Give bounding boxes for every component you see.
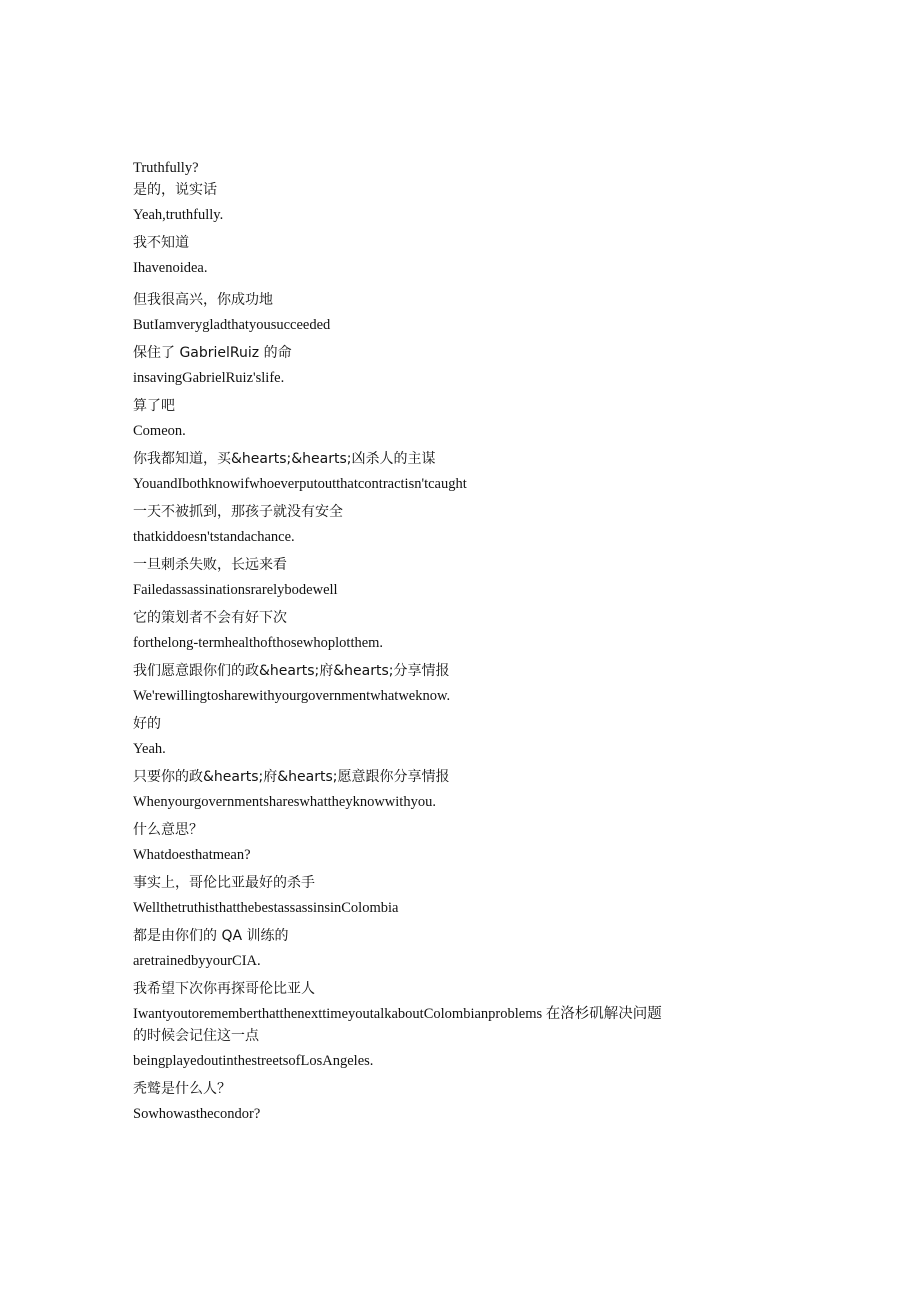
text-line-zh: 什么意思？ (133, 822, 203, 838)
text-line-en: forthelong-termhealthofthosewhoplotthem. (133, 635, 384, 651)
text-line-en: Comeon. (133, 423, 186, 439)
text-line-zh: 好的 (133, 716, 161, 732)
text-line-zh: 我希望下次你再探哥伦比亚人 (133, 981, 315, 997)
text-line-en: aretrainedbyyourCIA. (133, 953, 261, 969)
text-line-zh: 算了吧 (133, 398, 175, 414)
text-line-en: Truthfully? (133, 160, 199, 176)
text-line-zh: 都是由你们的 QA 训练的 (133, 928, 289, 944)
text-line-en: thatkiddoesn'tstandachance. (133, 529, 295, 545)
text-line-zh: 一天不被抓到，那孩子就没有安全 (133, 504, 343, 520)
text-line-en: Sowhowasthecondor? (133, 1106, 261, 1122)
text-line-zh: 你我都知道，买&hearts;&hearts;凶杀人的主谋 (133, 451, 436, 467)
text-line-zh: 保住了 GabrielRuiz 的命 (133, 345, 292, 361)
text-line-en: WellthetruthisthatthebestassassinsinColombia (133, 900, 399, 916)
text-line-en: Failedassassinationsrarelybodewell (133, 582, 338, 598)
text-line-en: ButIamverygladthatyousucceeded (133, 317, 331, 333)
text-line-zh: 它的策划者不会有好下次 (133, 610, 287, 626)
text-line-en: Yeah,truthfully. (133, 207, 224, 223)
text-line-mixed: IwantyoutorememberthatthenexttimeyoutalkaboutColombianproblems 在洛杉矶解决问题 (133, 1006, 662, 1022)
text-line-en: Ihavenoidea. (133, 260, 208, 276)
text-line-zh: 我不知道 (133, 235, 189, 251)
text-line-en: beingplayedoutinthestreetsofLosAngeles. (133, 1053, 374, 1069)
text-line-zh: 一旦刺杀失败，长远来看 (133, 557, 287, 573)
subtitle-transcript (133, 158, 773, 1124)
text-line-zh: 我们愿意跟你们的政&hearts;府&hearts;分享情报 (133, 663, 450, 679)
text-line-zh: 的时候会记住这一点 (133, 1028, 259, 1044)
text-line-zh: 只要你的政&hearts;府&hearts;愿意跟你分享情报 (133, 769, 450, 785)
text-line-en: YouandIbothknowifwhoeverputoutthatcontractisn'tcaught (133, 476, 467, 492)
text-line-zh: 是的，说实话 (133, 182, 217, 198)
text-line-en: insavingGabrielRuiz'slife. (133, 370, 285, 386)
text-line-zh: 事实上，哥伦比亚最好的杀手 (133, 875, 315, 891)
text-line-zh: 秃鹫是什么人？ (133, 1081, 231, 1097)
text-line-en: We'rewillingtosharewithyourgovernmentwhatweknow. (133, 688, 451, 704)
text-line-zh: 但我很高兴，你成功地 (133, 292, 273, 308)
text-line-en: Whatdoesthatmean? (133, 847, 251, 863)
text-line-en: Yeah. (133, 741, 166, 757)
text-line-en: Whenyourgovernmentshareswhattheyknowwithyou. (133, 794, 436, 810)
